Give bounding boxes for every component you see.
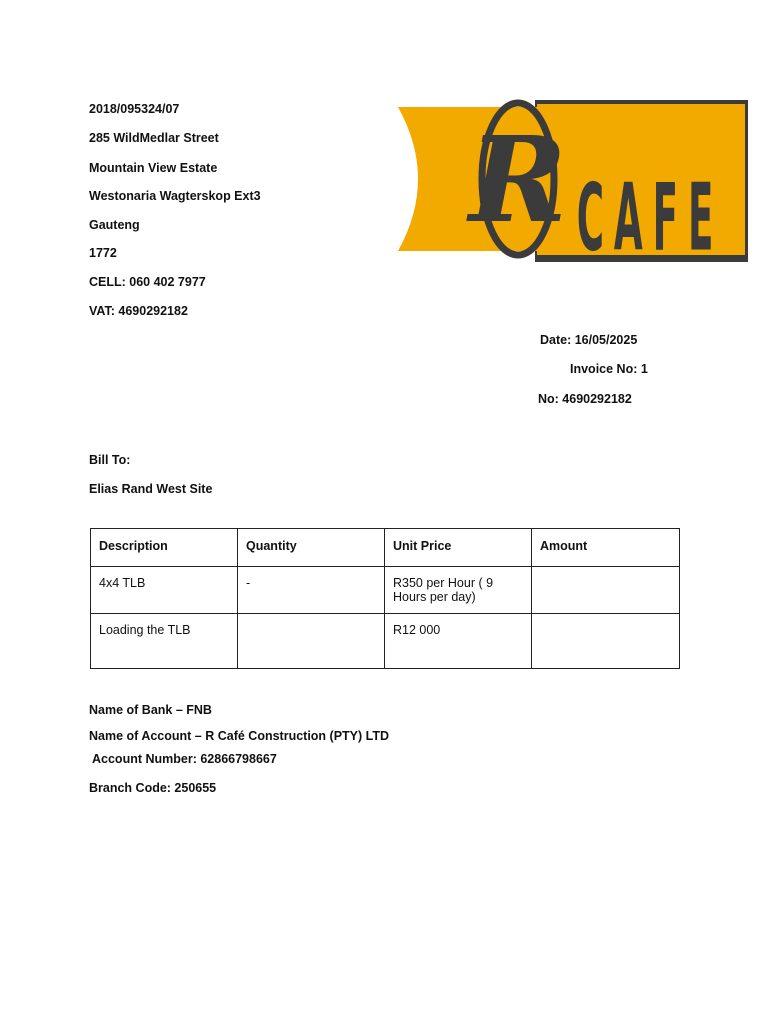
table-row [91, 567, 680, 614]
account-name: Name of Account – R Café Construction (PTY) LTD [89, 729, 390, 743]
account-number: Account Number: 62866798667 [92, 752, 277, 766]
bill-to-name: Elias Rand West Site [89, 482, 213, 496]
logo-letter: R [468, 110, 568, 249]
logo-word: CAFE [576, 162, 724, 264]
cell-description: Loading the TLB [91, 614, 238, 669]
table-row [91, 614, 680, 669]
cell-quantity: - [238, 567, 385, 614]
cell-unit-price: R12 000 [385, 614, 532, 669]
cell-description: 4x4 TLB [91, 567, 238, 614]
branch-code: Branch Code: 250655 [89, 781, 217, 795]
bill-to-label: Bill To: [89, 453, 131, 467]
postal-code: 1772 [89, 246, 117, 260]
cell-quantity [238, 614, 385, 669]
invoice-table [90, 528, 680, 669]
cell-amount [532, 567, 680, 614]
cell-number: CELL: 060 402 7977 [89, 275, 206, 289]
street-address: 285 WildMedlar Street [89, 131, 219, 145]
area: Westonaria Wagterskop Ext3 [89, 189, 261, 203]
province: Gauteng [89, 218, 140, 232]
cell-amount [532, 614, 680, 669]
invoice-date: Date: 16/05/2025 [540, 333, 638, 347]
r-cafe-logo [398, 99, 750, 264]
vat-number: VAT: 4690292182 [89, 304, 188, 318]
bank-name: Name of Bank – FNB [89, 703, 212, 717]
cell-unit-price: R350 per Hour ( 9 Hours per day) [385, 567, 532, 614]
table-header-row [91, 529, 680, 567]
registration-number: 2018/095324/07 [89, 102, 180, 116]
invoice-number: Invoice No: 1 [570, 362, 648, 376]
header-amount: Amount [532, 529, 680, 567]
header-quantity: Quantity [238, 529, 385, 567]
estate: Mountain View Estate [89, 161, 218, 175]
reference-number: No: 4690292182 [538, 392, 632, 406]
header-description: Description [91, 529, 238, 567]
header-unit-price: Unit Price [385, 529, 532, 567]
